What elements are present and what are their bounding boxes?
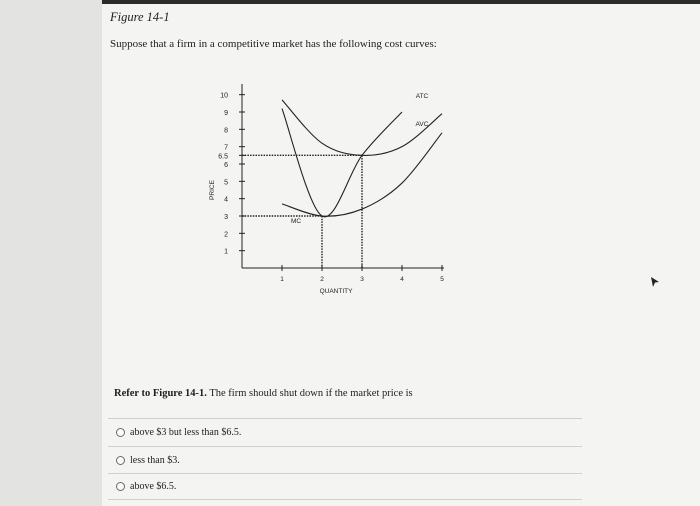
option-above-6-5[interactable] [116,481,176,492]
top-bar [102,0,700,4]
figure-title: Figure 14-1 [110,10,170,24]
mc-curve [282,109,402,217]
cost-curves-chart [142,74,442,309]
question-body: The firm should shut down if the market price is [209,388,413,399]
mc-label: MC [290,217,302,225]
radio-button[interactable] [116,482,125,491]
y-tick-label: 2 [224,231,228,239]
y-tick-label: 10 [220,92,228,100]
divider [108,446,582,447]
chart-axes [218,84,444,283]
question-lead: Refer to Figure 14-1. [114,388,207,399]
y-tick-label: 5 [224,179,228,187]
question-text [114,388,413,399]
y-tick-label: 4 [224,196,228,204]
question-panel [102,0,700,506]
divider [108,499,582,500]
y-tick-label: 8 [224,127,228,135]
radio-button[interactable] [116,428,125,437]
x-tick-label: 4 [400,276,404,283]
y-tick-label: 6.5 [218,153,228,161]
x-tick-label: 1 [280,276,284,283]
y-tick-label: 9 [224,110,228,117]
question-prompt: Suppose that a firm in a competitive market has the following cost curves: [110,38,437,50]
x-tick-label: 3 [360,276,364,283]
option-less-than-3[interactable] [116,455,180,466]
option-label: above $3 but less than $6.5. [130,427,242,438]
option-label: less than $3. [130,455,180,466]
y-axis-label: PRICE [209,180,216,200]
option-above-3-below-6-5[interactable] [116,427,241,438]
chart-svg [142,74,442,304]
atc-label: ATC [415,93,429,101]
divider [108,473,582,474]
x-tick-label: 5 [440,276,444,283]
option-label: above $6.5. [130,481,177,492]
y-tick-label: 3 [224,214,228,221]
y-tick-label: 6 [224,162,228,169]
mouse-cursor-icon [650,276,660,288]
y-tick-label: 7 [224,144,228,152]
avc-label: AVC [415,120,429,128]
y-tick-label: 1 [224,248,228,256]
divider [108,418,582,419]
x-tick-label: 2 [320,276,324,283]
x-axis-label: QUANTITY [319,288,353,295]
radio-button[interactable] [116,456,125,465]
